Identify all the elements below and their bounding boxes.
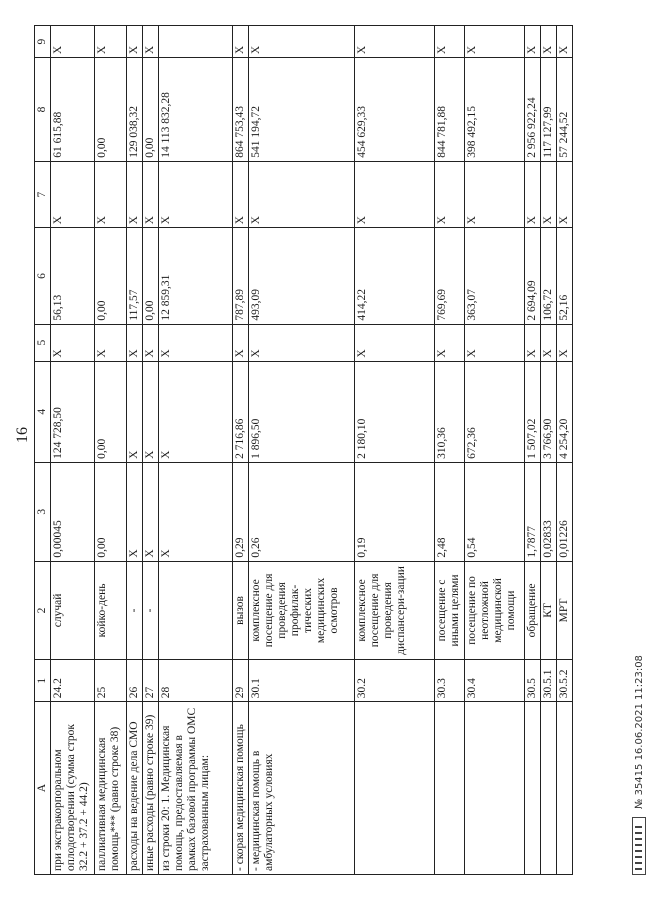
table-cell: 0,00 — [95, 361, 127, 462]
table-cell: X — [127, 324, 143, 361]
table-cell: 0,00 — [95, 58, 127, 162]
header-row — [35, 26, 51, 875]
table-cell: X — [143, 361, 159, 462]
table-row — [355, 26, 435, 875]
table-cell: 398 492,15 — [465, 58, 525, 162]
table-cell: X — [541, 324, 557, 361]
table-cell: X — [557, 324, 573, 361]
table-cell: X — [233, 324, 249, 361]
table-cell: X — [355, 161, 435, 228]
row-label-cell: паллиативная медицинская помощь*** (равно строке 38) — [95, 702, 127, 875]
table-cell: 454 629,33 — [355, 58, 435, 162]
row-label-cell: расходы на ведение дела СМО — [127, 702, 143, 875]
table-cell: - — [143, 561, 159, 660]
table-row — [233, 26, 249, 875]
table-cell: 414,22 — [355, 228, 435, 324]
table-cell: X — [249, 26, 355, 58]
table-row — [435, 26, 465, 875]
table-cell: X — [249, 324, 355, 361]
table-cell: 14 113 832,28 — [159, 58, 233, 162]
header-cell: 2 — [35, 561, 51, 660]
table-cell: X — [541, 161, 557, 228]
table-cell: X — [51, 161, 95, 228]
table-cell: X — [233, 161, 249, 228]
table-cell: 56,13 — [51, 228, 95, 324]
table-cell: КТ — [541, 561, 557, 660]
table-cell: X — [465, 26, 525, 58]
table-cell: X — [435, 324, 465, 361]
table-cell: 2,48 — [435, 462, 465, 561]
table-cell: 0,26 — [249, 462, 355, 561]
row-label-cell: - скорая медицинская помощь — [233, 702, 249, 875]
table-cell: комплексное посещение для проведения профилак-тических медицинских осмотров — [249, 561, 355, 660]
table-cell: 117 127,99 — [541, 58, 557, 162]
table-cell: 0,19 — [355, 462, 435, 561]
table-cell: X — [127, 462, 143, 561]
table-cell: X — [51, 26, 95, 58]
table-cell: 106,72 — [541, 228, 557, 324]
table-row — [525, 26, 541, 875]
table-cell: X — [355, 26, 435, 58]
table-cell: 541 194,72 — [249, 58, 355, 162]
row-label-cell: из строки 20: 1. Медицинская помощь, предоставляемая в рамках базовой программы ОМС застрахованным лицам: — [159, 702, 233, 875]
table-cell: 28 — [159, 660, 233, 702]
table-cell: 117,57 — [127, 228, 143, 324]
table-cell: X — [541, 26, 557, 58]
table-cell: 3 766,90 — [541, 361, 557, 462]
table-cell: 1 507,02 — [525, 361, 541, 462]
row-label-cell: иные расходы (равно строке 39) — [143, 702, 159, 875]
table-cell: 30.5.1 — [541, 660, 557, 702]
table-cell: X — [557, 161, 573, 228]
table-cell: 29 — [233, 660, 249, 702]
table-cell: 787,89 — [233, 228, 249, 324]
table-cell: 0,00 — [143, 58, 159, 162]
table-cell: 2 180,10 — [355, 361, 435, 462]
table-row — [249, 26, 355, 875]
table-cell: комплексное посещение для проведения диспансери-зации — [355, 561, 435, 660]
table-cell: X — [525, 324, 541, 361]
row-label-cell — [355, 702, 435, 875]
table-cell: - — [127, 561, 143, 660]
table-cell: X — [143, 26, 159, 58]
table-cell: 1,7877 — [525, 462, 541, 561]
header-cell: 5 — [35, 324, 51, 361]
table-cell: X — [127, 26, 143, 58]
footer — [631, 25, 647, 885]
table-cell: X — [143, 161, 159, 228]
table-cell: X — [465, 161, 525, 228]
header-cell: 3 — [35, 462, 51, 561]
table-cell — [159, 561, 233, 660]
registration-stamp-icon — [632, 817, 646, 875]
table-cell: 12 859,31 — [159, 228, 233, 324]
table-cell: 310,36 — [435, 361, 465, 462]
table-cell: 864 753,43 — [233, 58, 249, 162]
table-cell: 0,00 — [95, 462, 127, 561]
table-cell — [159, 26, 233, 58]
table-cell: 0,00 — [143, 228, 159, 324]
table-cell: X — [159, 324, 233, 361]
row-label-cell — [465, 702, 525, 875]
table-cell: 363,07 — [465, 228, 525, 324]
table-cell: 30.4 — [465, 660, 525, 702]
table-cell: 0,02833 — [541, 462, 557, 561]
table-cell: 30.5 — [525, 660, 541, 702]
table-cell: X — [95, 26, 127, 58]
table-cell: койко-день — [95, 561, 127, 660]
table-row — [51, 26, 95, 875]
header-cell: 8 — [35, 58, 51, 162]
row-label-cell — [541, 702, 557, 875]
row-label-cell: при экстракорпоральном оплодотворении (сумма строк 32.2 + 37.2 + 44.2) — [51, 702, 95, 875]
table-cell: X — [465, 324, 525, 361]
table-cell: 844 781,88 — [435, 58, 465, 162]
table-cell: X — [143, 324, 159, 361]
row-label-cell — [525, 702, 541, 875]
header-cell: A — [35, 702, 51, 875]
registration-number: № 35415 16.06.2021 11:23:08 — [633, 655, 645, 809]
row-label-cell — [557, 702, 573, 875]
table-cell: X — [435, 161, 465, 228]
table-cell: 0,00 — [95, 228, 127, 324]
rotated-page-content — [34, 15, 645, 885]
row-label-cell — [435, 702, 465, 875]
table-cell: 30.5.2 — [557, 660, 573, 702]
table-row — [95, 26, 127, 875]
table-cell: X — [95, 324, 127, 361]
table-cell: посещение с иными целями — [435, 561, 465, 660]
table-row — [541, 26, 557, 875]
table-cell: X — [525, 26, 541, 58]
row-label-cell: - медицинская помощь в амбулаторных условиях — [249, 702, 355, 875]
table-cell: X — [355, 324, 435, 361]
table-cell: X — [159, 161, 233, 228]
table-cell: МРТ — [557, 561, 573, 660]
table-cell: X — [143, 462, 159, 561]
table-cell: 30.3 — [435, 660, 465, 702]
header-cell: 4 — [35, 361, 51, 462]
header-cell: 7 — [35, 161, 51, 228]
table-cell: 493,09 — [249, 228, 355, 324]
table-row — [143, 26, 159, 875]
table-cell: вызов — [233, 561, 249, 660]
table-cell: X — [51, 324, 95, 361]
table-cell: 52,16 — [557, 228, 573, 324]
table-cell: X — [159, 361, 233, 462]
table-cell: 2 956 922,24 — [525, 58, 541, 162]
table-cell: 4 254,20 — [557, 361, 573, 462]
table-cell: X — [159, 462, 233, 561]
table-cell: 0,29 — [233, 462, 249, 561]
table-cell: X — [525, 161, 541, 228]
table-cell: 0,00045 — [51, 462, 95, 561]
table-cell: 57 244,52 — [557, 58, 573, 162]
table-cell: 769,69 — [435, 228, 465, 324]
table-cell: X — [95, 161, 127, 228]
table-cell: X — [249, 161, 355, 228]
header-cell: 9 — [35, 26, 51, 58]
table-row — [159, 26, 233, 875]
table-row — [557, 26, 573, 875]
table-cell: X — [127, 161, 143, 228]
table-cell: случай — [51, 561, 95, 660]
page-number: 16 — [14, 427, 31, 443]
table-cell: 30.1 — [249, 660, 355, 702]
table-cell: 25 — [95, 660, 127, 702]
table-cell: X — [435, 26, 465, 58]
header-cell: 6 — [35, 228, 51, 324]
table-cell: X — [127, 361, 143, 462]
table-cell: 24.2 — [51, 660, 95, 702]
table-cell: 2 716,86 — [233, 361, 249, 462]
table-cell: посещение по неотложной медицинской помощи — [465, 561, 525, 660]
header-cell: 1 — [35, 660, 51, 702]
table-cell: 27 — [143, 660, 159, 702]
table-cell: X — [233, 26, 249, 58]
table-cell: 26 — [127, 660, 143, 702]
table-row — [465, 26, 525, 875]
table-cell: 0,01226 — [557, 462, 573, 561]
table-row — [127, 26, 143, 875]
table-cell: 1 896,50 — [249, 361, 355, 462]
table-cell: 124 728,50 — [51, 361, 95, 462]
table-cell: X — [557, 26, 573, 58]
data-table — [34, 25, 573, 875]
table-cell: 61 615,88 — [51, 58, 95, 162]
table-cell: 0,54 — [465, 462, 525, 561]
table-cell: 129 038,32 — [127, 58, 143, 162]
table-cell: 30.2 — [355, 660, 435, 702]
table-cell: обращение — [525, 561, 541, 660]
table-cell: 672,36 — [465, 361, 525, 462]
table-cell: 2 694,09 — [525, 228, 541, 324]
